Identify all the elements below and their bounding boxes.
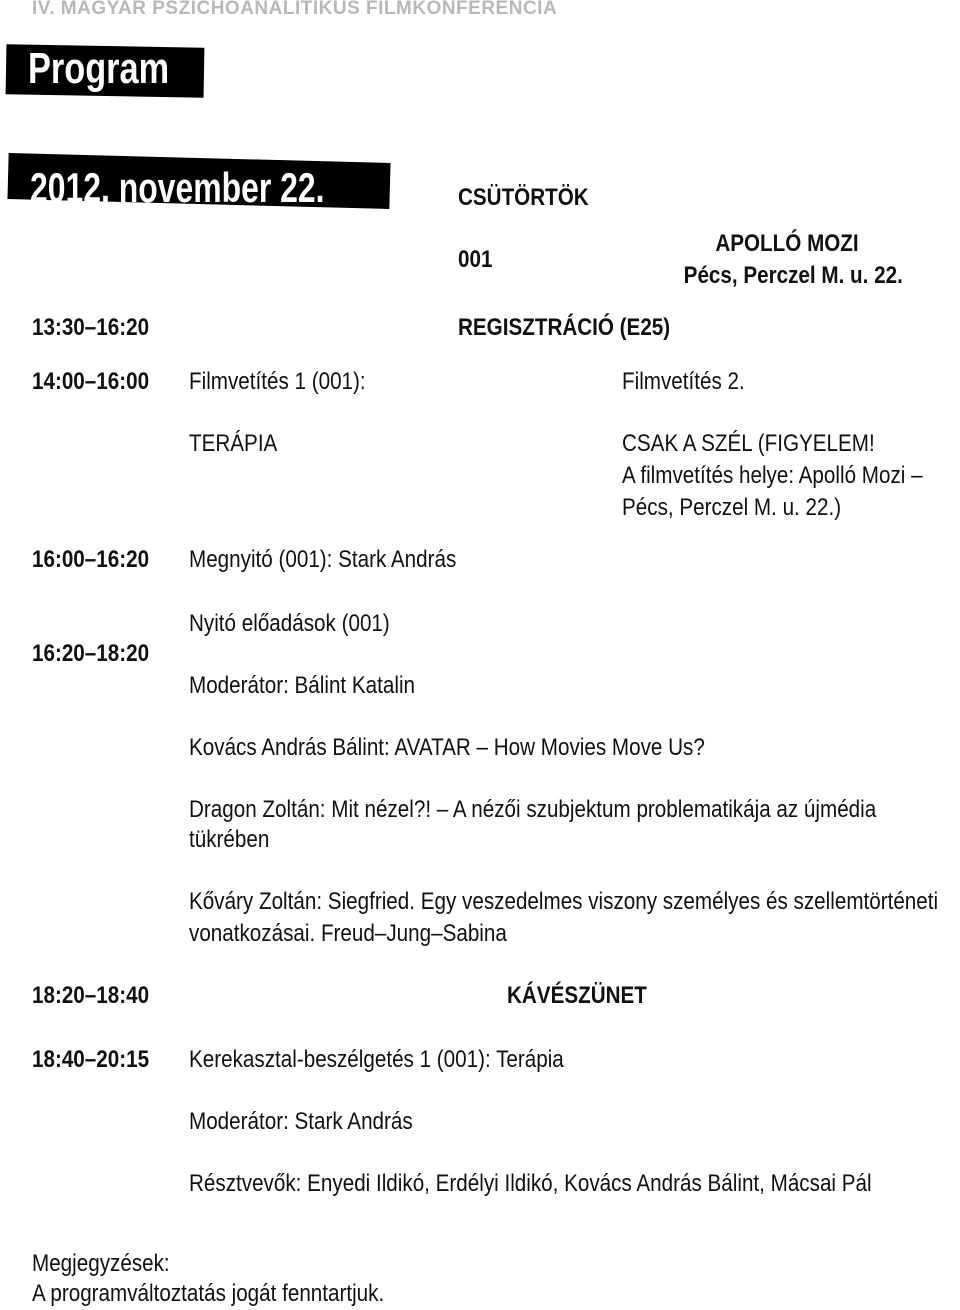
registration-label: REGISZTRÁCIÓ (E25)	[458, 314, 671, 341]
roundtable-participants: Résztvevők: Enyedi Ildikó, Erdélyi Ildikó, Kovács András Bálint, Mácsai Pál	[189, 1170, 872, 1197]
break-label: KÁVÉSZÜNET	[507, 982, 647, 1009]
time-registration: 13:30–16:20	[32, 314, 150, 341]
talk-3-line2: vonatkozásai. Freud–Jung–Sabina	[189, 920, 507, 947]
opening-label: Megnyitó (001): Stark András	[189, 546, 457, 573]
film1-title: TERÁPIA	[189, 430, 278, 457]
talk-2-line2: tükrében	[189, 826, 270, 853]
film2-label: Filmvetítés 2.	[622, 368, 745, 395]
talk-3-line1: Kőváry Zoltán: Siegfried. Egy veszedelmes viszony személyes és szellemtörténeti	[189, 888, 939, 915]
conference-title: IV. MAGYAR PSZICHOANALITIKUS FILMKONFERENCIA	[32, 0, 558, 19]
venue-address: Pécs, Perczel M. u. 22.	[683, 262, 903, 289]
room-label: 001	[458, 246, 493, 273]
film1-label: Filmvetítés 1 (001):	[189, 368, 366, 395]
section-label: Program	[28, 44, 170, 93]
roundtable-moderator: Moderátor: Stark András	[189, 1108, 413, 1135]
time-roundtable: 18:40–20:15	[32, 1046, 150, 1073]
film2-title-line3: Pécs, Perczel M. u. 22.)	[622, 494, 842, 521]
weekday-label: CSÜTÖRTÖK	[458, 184, 589, 211]
talk-2-line1: Dragon Zoltán: Mit nézel?! – A nézői szubjektum problematikája az újmédia	[189, 796, 877, 823]
date-label: 2012. november 22.	[30, 164, 325, 211]
time-opening: 16:00–16:20	[32, 546, 150, 573]
film2-title-line1: CSAK A SZÉL (FIGYELEM!	[622, 430, 875, 457]
time-break: 18:20–18:40	[32, 982, 150, 1009]
time-talks: 16:20–18:20	[32, 640, 150, 667]
film2-title-line2: A filmvetítés helye: Apolló Mozi –	[622, 462, 923, 489]
notes-text: A programváltoztatás jogát fenntartjuk.	[32, 1280, 385, 1307]
venue-name: APOLLÓ MOZI	[715, 230, 859, 257]
talks-label: Nyitó előadások (001)	[189, 610, 390, 637]
talks-moderator: Moderátor: Bálint Katalin	[189, 672, 416, 699]
talk-1: Kovács András Bálint: AVATAR – How Movies Move Us?	[189, 734, 705, 761]
roundtable-label: Kerekasztal-beszélgetés 1 (001): Terápia	[189, 1046, 564, 1073]
time-film: 14:00–16:00	[32, 368, 150, 395]
notes-title: Megjegyzések:	[32, 1250, 170, 1277]
